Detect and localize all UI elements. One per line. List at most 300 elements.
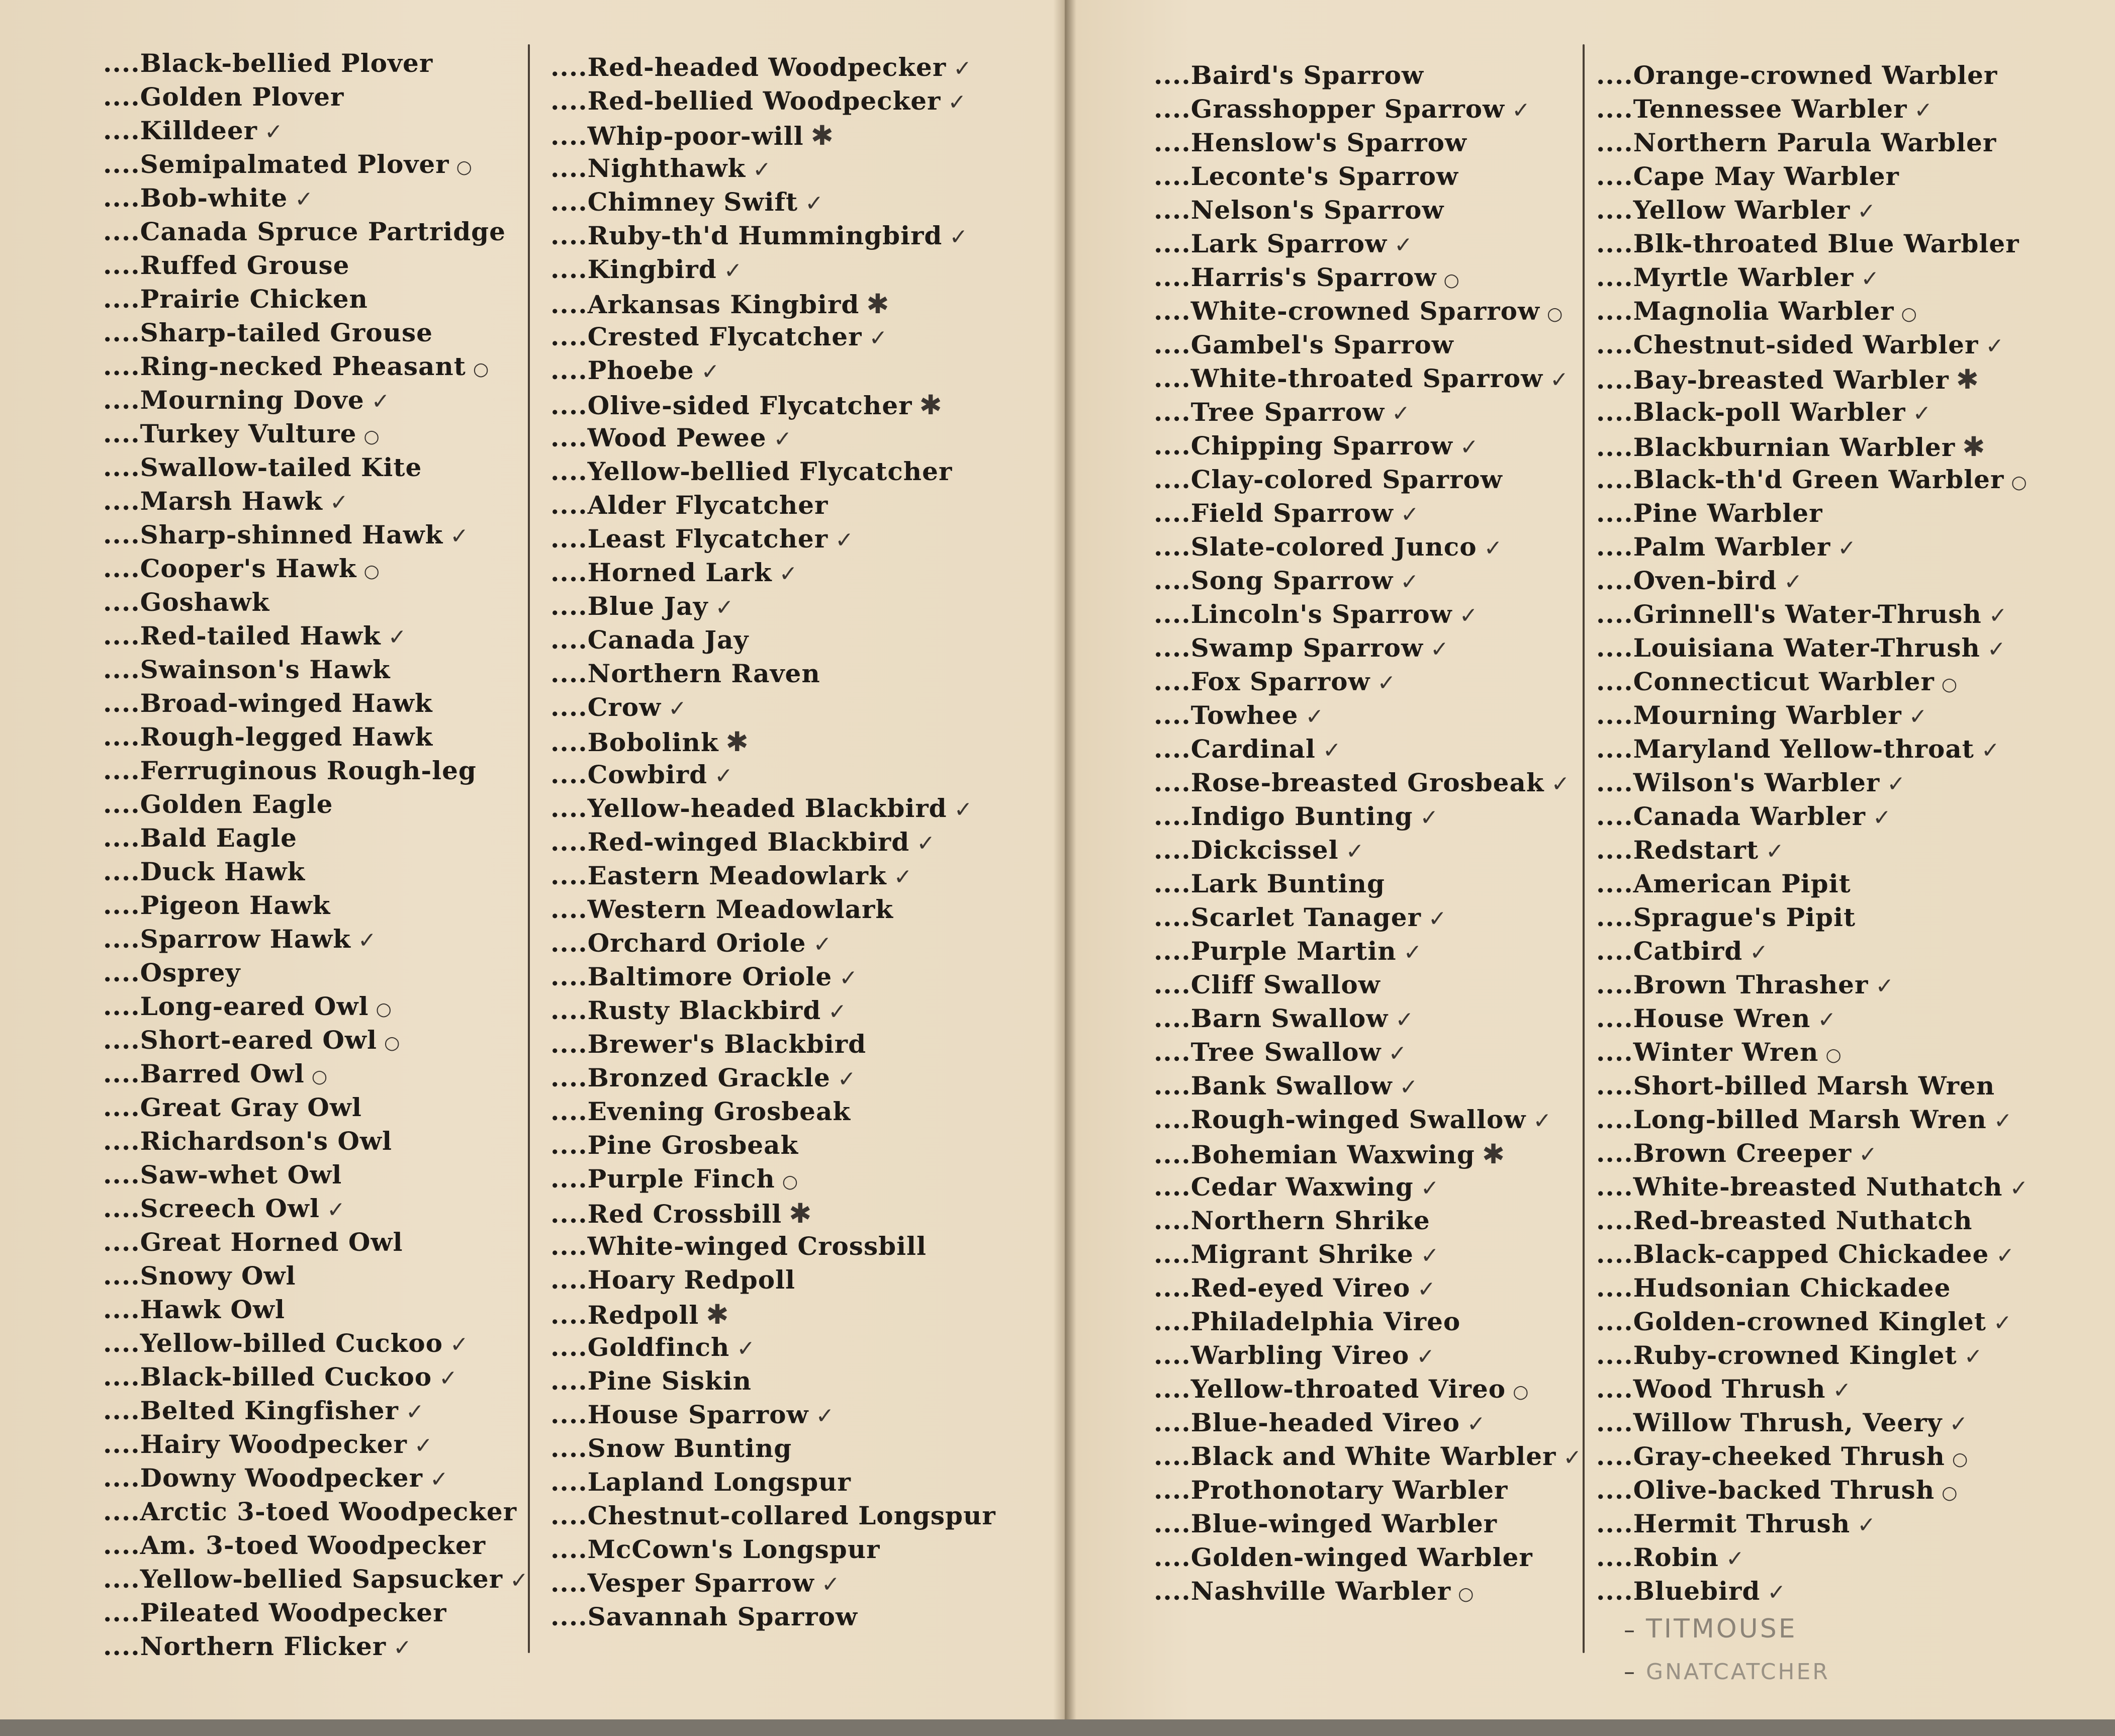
bird-name: ....Killdeer xyxy=(103,116,257,145)
bird-name: ....Warbling Vireo xyxy=(1154,1340,1410,1370)
bird-name: ....Bob-white xyxy=(103,183,288,213)
check-mark-icon: ✓ xyxy=(1985,333,2005,359)
bird-name: ....Sparrow Hawk xyxy=(103,924,351,954)
check-mark-icon: ✓ xyxy=(1420,1243,1440,1268)
check-mark-icon: ✓ xyxy=(1394,232,1413,258)
checklist-entry xyxy=(1596,431,2029,465)
bird-name: ....Pine Siskin xyxy=(550,1366,752,1396)
check-mark-icon: ✓ xyxy=(414,1433,433,1458)
check-mark-icon: ✓ xyxy=(821,1572,841,1597)
bird-name: ....Long-billed Marsh Wren xyxy=(1596,1105,1987,1134)
check-mark-icon: ✓ xyxy=(1533,1108,1552,1134)
checklist-entry xyxy=(1596,1138,2029,1172)
bird-name: ....Chestnut-sided Warbler xyxy=(1596,330,1979,359)
check-mark-icon: ✓ xyxy=(1996,1243,2015,1268)
checklist-entry xyxy=(1596,1071,2029,1105)
check-mark-icon: ✓ xyxy=(1563,1445,1583,1471)
bird-name: ....Baird's Sparrow xyxy=(1154,60,1424,90)
checklist-entry xyxy=(550,894,996,928)
checklist-entry xyxy=(1596,1576,2029,1610)
checklist-entry xyxy=(103,621,529,655)
checklist-entry xyxy=(1596,330,2029,363)
check-mark-icon: ✓ xyxy=(1857,199,1877,224)
bird-name: ....Black-bellied Plover xyxy=(103,48,433,78)
bird-name: ....Long-eared Owl xyxy=(103,991,369,1021)
checklist-entry xyxy=(550,625,996,659)
bird-name: ....Blue-headed Vireo xyxy=(1154,1408,1460,1437)
check-mark-icon: ✓ xyxy=(1981,738,2000,763)
checklist-entry xyxy=(103,1396,529,1429)
checklist-entry xyxy=(103,1564,529,1598)
checklist-entry xyxy=(1596,1206,2029,1239)
checklist-entry xyxy=(550,1231,996,1265)
circle-mark-icon: ○ xyxy=(1901,304,1917,324)
checklist-entry xyxy=(1596,1105,2029,1138)
check-mark-icon: ✓ xyxy=(510,1568,529,1593)
bird-name: ....Olive-sided Flycatcher xyxy=(550,391,912,420)
check-mark-icon: ✓ xyxy=(1550,367,1570,393)
bird-name: ....Yellow-bellied Sapsucker xyxy=(103,1564,503,1594)
checklist-entry xyxy=(550,1534,996,1568)
bird-name: ....Nelson's Sparrow xyxy=(1154,195,1444,225)
check-mark-icon: ✓ xyxy=(1420,805,1439,831)
checklist-entry xyxy=(1596,1475,2029,1509)
bird-name: ....Connecticut Warbler xyxy=(1596,667,1935,696)
checklist-entry xyxy=(1154,835,1582,869)
bird-name: ....Orchard Oriole xyxy=(550,928,806,958)
bird-name: ....Great Horned Owl xyxy=(103,1227,403,1257)
bird-name: ....Hawk Owl xyxy=(103,1295,285,1324)
check-mark-icon: ✓ xyxy=(773,426,793,452)
check-mark-icon: ✓ xyxy=(1859,1142,1878,1167)
checklist-entry xyxy=(550,456,996,490)
checklist-entry xyxy=(550,288,996,322)
checklist-entry xyxy=(1154,296,1582,330)
checklist-entry xyxy=(1154,128,1582,161)
bird-name: ....Great Gray Owl xyxy=(103,1092,362,1122)
bird-name: ....Louisiana Water-Thrush xyxy=(1596,633,1980,663)
checklist-entry xyxy=(1596,498,2029,532)
checklist-entry xyxy=(550,1501,996,1534)
check-mark-icon: ✓ xyxy=(815,1403,835,1429)
bird-name: ....Indigo Bunting xyxy=(1154,801,1413,831)
checklist-entry xyxy=(550,254,996,288)
check-mark-icon: ✓ xyxy=(1949,1411,1969,1437)
checklist-entry xyxy=(1596,936,2029,970)
bird-name: ....Swainson's Hawk xyxy=(103,655,391,684)
bird-name: ....Lark Sparrow xyxy=(1154,229,1388,258)
checklist-entry xyxy=(103,82,529,116)
check-mark-icon: ✓ xyxy=(1993,1108,2013,1134)
checklist-entry xyxy=(1154,1576,1582,1610)
circle-mark-icon: ○ xyxy=(363,426,380,447)
check-mark-icon: ✓ xyxy=(1399,1074,1419,1100)
checklist-entry xyxy=(103,48,529,82)
check-mark-icon: ✓ xyxy=(357,928,377,953)
checklist-entry xyxy=(550,52,996,86)
checklist-entry xyxy=(103,1497,529,1530)
check-mark-icon: ✓ xyxy=(1345,839,1365,864)
check-mark-icon: ✓ xyxy=(1420,1175,1440,1201)
checklist-entry xyxy=(1596,734,2029,768)
bird-name: ....Bald Eagle xyxy=(103,823,297,853)
checklist-entry xyxy=(550,355,996,389)
bird-name: ....Blue-winged Warbler xyxy=(1154,1509,1497,1538)
check-mark-icon: ✓ xyxy=(715,595,734,620)
checklist-entry xyxy=(550,995,996,1029)
bird-name: ....Yellow-headed Blackbird xyxy=(550,793,947,823)
checklist-entry xyxy=(1154,1441,1582,1475)
star-mark-icon: ✱ xyxy=(789,1198,812,1229)
checklist-entry xyxy=(1154,229,1582,262)
checklist-entry xyxy=(1154,1037,1582,1071)
bird-name: ....Short-eared Owl xyxy=(103,1025,377,1055)
bird-name: ....Catbird xyxy=(1596,936,1743,966)
check-mark-icon: ✓ xyxy=(1887,771,1906,797)
checklist-entry xyxy=(103,1295,529,1328)
check-mark-icon: ✓ xyxy=(869,325,888,351)
checklist-entry xyxy=(103,1194,529,1227)
checklist-entry xyxy=(103,924,529,958)
bird-name: ....Nashville Warbler xyxy=(1154,1576,1451,1606)
bird-name: ....Purple Martin xyxy=(1154,936,1397,966)
bird-name: ....Scarlet Tanager xyxy=(1154,902,1421,932)
checklist-entry xyxy=(1596,229,2029,262)
checklist-entry xyxy=(1154,1475,1582,1509)
bird-name: ....Red-winged Blackbird xyxy=(550,827,910,857)
bird-name: ....Pileated Woodpecker xyxy=(103,1598,447,1627)
check-mark-icon: ✓ xyxy=(837,1066,857,1092)
bird-name: ....Pine Warbler xyxy=(1596,498,1823,528)
check-mark-icon: ✓ xyxy=(1377,670,1397,696)
bird-name: ....Mourning Dove xyxy=(103,385,364,415)
checklist-entry xyxy=(550,524,996,558)
bird-name: ....Red-bellied Woodpecker xyxy=(550,86,941,116)
checklist-entry xyxy=(103,284,529,318)
bird-name: ....Yellow-billed Cuckoo xyxy=(103,1328,443,1358)
bird-name: ....White-throated Sparrow xyxy=(1154,363,1543,393)
bird-name: ....Goshawk xyxy=(103,587,270,617)
bird-name: ....Gambel's Sparrow xyxy=(1154,330,1454,359)
checklist-entry xyxy=(1596,1374,2029,1408)
checklist-entry xyxy=(103,789,529,823)
bird-name: ....Prairie Chicken xyxy=(103,284,368,314)
bird-name: ....Tree Swallow xyxy=(1154,1037,1382,1067)
bird-name: ....Yellow-throated Vireo xyxy=(1154,1374,1506,1404)
checklist-entry xyxy=(1154,936,1582,970)
checklist-entry xyxy=(550,1198,996,1231)
bird-name: ....Evening Grosbeak xyxy=(550,1097,851,1126)
bird-name: ....Ferruginous Rough-leg xyxy=(103,756,477,785)
checklist-entry xyxy=(103,1362,529,1396)
bird-name: ....Crow xyxy=(550,692,662,722)
bird-name: ....Osprey xyxy=(103,958,241,987)
bird-name: ....Ruby-th'd Hummingbird xyxy=(550,221,943,250)
bird-name: ....Migrant Shrike xyxy=(1154,1239,1414,1269)
bird-name: ....Crested Flycatcher xyxy=(550,322,862,351)
checklist-entry xyxy=(1596,60,2029,94)
bird-name: ....Screech Owl xyxy=(103,1194,320,1223)
check-mark-icon: ✓ xyxy=(1400,569,1420,595)
checklist-entry xyxy=(550,153,996,187)
circle-mark-icon: ○ xyxy=(782,1171,799,1192)
bird-name: ....Palm Warbler xyxy=(1596,532,1831,562)
bird-name: ....Red-headed Woodpecker xyxy=(550,52,947,82)
checklist-entry xyxy=(550,423,996,456)
bird-name: ....Sharp-shinned Hawk xyxy=(103,520,443,550)
bird-name: ....Black-billed Cuckoo xyxy=(103,1362,432,1392)
checklist-entry xyxy=(1154,700,1582,734)
bird-name: ....Bay-breasted Warbler xyxy=(1596,365,1949,395)
bird-name: ....Bank Swallow xyxy=(1154,1071,1393,1101)
bird-name: ....Snowy Owl xyxy=(103,1261,296,1291)
checklist-entry xyxy=(1596,296,2029,330)
checklist-entry xyxy=(1154,1239,1582,1273)
bird-name: ....Eastern Meadowlark xyxy=(550,861,887,890)
checklist-entry xyxy=(1596,1340,2029,1374)
check-mark-icon: ✓ xyxy=(737,1336,756,1361)
checklist-entry xyxy=(103,1598,529,1631)
checklist-entry xyxy=(103,1092,529,1126)
bird-name: ....Bobolink xyxy=(550,727,719,757)
bird-name: ....Horned Lark xyxy=(550,558,772,587)
check-mark-icon: ✓ xyxy=(1484,535,1503,561)
check-mark-icon: ✓ xyxy=(1428,906,1447,932)
check-mark-icon: ✓ xyxy=(1875,973,1895,999)
bird-name: ....Henslow's Sparrow xyxy=(1154,128,1467,157)
check-mark-icon: ✓ xyxy=(835,527,854,553)
checklist-entry xyxy=(103,520,529,554)
star-mark-icon: ✱ xyxy=(1482,1138,1506,1170)
bird-name: ....Red Crossbill xyxy=(550,1199,782,1229)
checklist-entry xyxy=(550,490,996,524)
bird-name: ....Western Meadowlark xyxy=(550,894,893,924)
bird-name: ....Canada Spruce Partridge xyxy=(103,217,506,246)
bird-name: ....Bronzed Grackle xyxy=(550,1063,831,1092)
bird-name: ....Northern Shrike xyxy=(1154,1206,1430,1235)
checklist-column-1 xyxy=(103,48,529,1665)
bird-name: ....Richardson's Owl xyxy=(103,1126,392,1156)
checklist-entry xyxy=(550,1332,996,1366)
star-mark-icon: ✱ xyxy=(1956,363,1979,395)
check-mark-icon: ✓ xyxy=(948,89,967,115)
circle-mark-icon: ○ xyxy=(1952,1449,1969,1470)
checklist-entry xyxy=(1154,195,1582,229)
checklist-entry xyxy=(1596,465,2029,498)
bird-name: ....Redpoll xyxy=(550,1300,699,1330)
bird-name: ....Canada Jay xyxy=(550,625,749,655)
bird-name: ....Blue Jay xyxy=(550,591,708,621)
bird-name: ....Towhee xyxy=(1154,700,1299,730)
circle-mark-icon: ○ xyxy=(1458,1584,1475,1604)
checklist-entry xyxy=(1596,869,2029,902)
check-mark-icon: ✓ xyxy=(1388,1041,1408,1066)
checklist-entry xyxy=(1596,902,2029,936)
checklist-entry xyxy=(103,419,529,452)
checklist-entry xyxy=(1154,94,1582,128)
check-mark-icon: ✓ xyxy=(1417,1276,1437,1302)
bird-name: ....Wilson's Warbler xyxy=(1596,768,1880,797)
checklist-entry xyxy=(1154,801,1582,835)
checklist-entry xyxy=(550,1366,996,1400)
checklist-entry xyxy=(1154,869,1582,902)
check-mark-icon: ✓ xyxy=(1873,805,1892,831)
bird-name: ....Yellow Warbler xyxy=(1596,195,1851,225)
bird-name: ....Northern Parula Warbler xyxy=(1596,128,1997,157)
checklist-entry xyxy=(1596,195,2029,229)
checklist-entry xyxy=(103,1463,529,1497)
check-mark-icon: ✓ xyxy=(1392,401,1411,426)
checklist-entry xyxy=(550,1164,996,1198)
checklist-entry xyxy=(1154,431,1582,465)
bird-name: ....Red-breasted Nuthatch xyxy=(1596,1206,1973,1235)
check-mark-icon: ✓ xyxy=(393,1635,412,1661)
book-gutter xyxy=(1053,0,1076,1719)
check-mark-icon: ✓ xyxy=(893,864,913,890)
checklist-entry xyxy=(1596,262,2029,296)
checklist-entry xyxy=(103,385,529,419)
check-mark-icon: ✓ xyxy=(1459,603,1479,628)
checklist-entry xyxy=(1596,566,2029,599)
bird-name: ....Short-billed Marsh Wren xyxy=(1596,1071,1995,1101)
circle-mark-icon: ○ xyxy=(363,561,380,582)
check-mark-icon: ✓ xyxy=(1395,1007,1415,1033)
bird-name: ....Yellow-bellied Flycatcher xyxy=(550,456,953,486)
bird-name: ....Hermit Thrush xyxy=(1596,1509,1851,1538)
checklist-entry xyxy=(550,1400,996,1433)
checklist-entry xyxy=(1154,1206,1582,1239)
checklist-entry xyxy=(550,1467,996,1501)
bird-name: ....White-winged Crossbill xyxy=(550,1231,927,1261)
check-mark-icon: ✓ xyxy=(371,389,391,414)
checklist-entry xyxy=(550,558,996,591)
bird-name: ....Fox Sparrow xyxy=(1154,667,1370,696)
checklist-entry xyxy=(1154,465,1582,498)
bird-name: ....Am. 3-toed Woodpecker xyxy=(103,1530,486,1560)
checklist-entry xyxy=(1154,1542,1582,1576)
checklist-entry xyxy=(103,1227,529,1261)
checklist-entry xyxy=(1596,1307,2029,1340)
checklist-entry xyxy=(1154,60,1582,94)
checklist-entry xyxy=(1596,1003,2029,1037)
bird-name: ....Semipalmated Plover xyxy=(103,149,449,179)
check-mark-icon: ✓ xyxy=(1466,1411,1486,1437)
bird-name: ....Arctic 3-toed Woodpecker xyxy=(103,1497,517,1526)
checklist-entry xyxy=(550,120,996,153)
check-mark-icon: ✓ xyxy=(326,1197,346,1223)
check-mark-icon: ✓ xyxy=(828,999,848,1025)
bird-name: ....Robin xyxy=(1596,1542,1719,1572)
bird-name: ....Redstart xyxy=(1596,835,1759,865)
check-mark-icon: ✓ xyxy=(1964,1344,1983,1369)
circle-mark-icon: ○ xyxy=(1547,304,1564,324)
check-mark-icon: ✓ xyxy=(1400,502,1420,527)
bird-name: ....Ruby-crowned Kinglet xyxy=(1596,1340,1957,1370)
bird-name: ....Cape May Warbler xyxy=(1596,161,1899,191)
check-mark-icon: ✓ xyxy=(753,157,772,182)
bird-name: ....Maryland Yellow-throat xyxy=(1596,734,1974,764)
checklist-entry xyxy=(550,1063,996,1097)
checklist-entry xyxy=(1154,1273,1582,1307)
check-mark-icon: ✓ xyxy=(1861,266,1880,292)
checklist-entry xyxy=(1596,768,2029,801)
bird-name: ....Baltimore Oriole xyxy=(550,962,833,991)
checklist-entry xyxy=(550,322,996,355)
bird-name: ....Alder Flycatcher xyxy=(550,490,829,520)
check-mark-icon: ✓ xyxy=(1987,636,2006,662)
checklist-entry xyxy=(1596,1542,2029,1576)
bird-name: ....Black-th'd Green Warbler xyxy=(1596,465,2004,494)
column-divider-right xyxy=(1583,44,1585,1653)
check-mark-icon: ✓ xyxy=(1416,1344,1436,1369)
bird-name: ....Purple Finch xyxy=(550,1164,775,1194)
checklist-entry xyxy=(1154,397,1582,431)
bird-name: ....Dickcissel xyxy=(1154,835,1339,865)
bird-name: ....Golden Eagle xyxy=(103,789,333,819)
star-mark-icon: ✱ xyxy=(725,726,749,758)
bird-name: ....Orange-crowned Warbler xyxy=(1596,60,1998,90)
checklist-entry xyxy=(1154,1374,1582,1408)
check-mark-icon: ✓ xyxy=(1817,1007,1837,1033)
check-mark-icon: ✓ xyxy=(1767,1580,1787,1605)
checklist-entry xyxy=(1596,970,2029,1003)
bird-name: ....Mourning Warbler xyxy=(1596,700,1902,730)
bird-name: ....Black and White Warbler xyxy=(1154,1441,1556,1471)
check-mark-icon: ✓ xyxy=(1512,98,1531,123)
check-mark-icon: ✓ xyxy=(949,224,969,250)
bird-name: ....Blk-throated Blue Warbler xyxy=(1596,229,2019,258)
bird-name: ....Rusty Blackbird xyxy=(550,995,821,1025)
checklist-entry xyxy=(1596,363,2029,397)
bird-name: ....Kingbird xyxy=(550,254,717,284)
circle-mark-icon: ○ xyxy=(1443,270,1460,291)
bird-name: ....Golden-winged Warbler xyxy=(1154,1542,1533,1572)
checklist-entry xyxy=(1154,566,1582,599)
checklist-entry xyxy=(1154,1138,1582,1172)
checklist-entry xyxy=(1596,161,2029,195)
bird-name: ....Tennessee Warbler xyxy=(1596,94,1907,124)
checklist-entry xyxy=(550,760,996,793)
checklist-entry xyxy=(103,991,529,1025)
checklist-entry xyxy=(550,692,996,726)
checklist-entry xyxy=(103,823,529,857)
bird-name: ....Song Sparrow xyxy=(1154,566,1394,595)
checklist-entry xyxy=(103,1126,529,1160)
bird-name: ....Rough-legged Hawk xyxy=(103,722,433,752)
checklist-entry xyxy=(550,591,996,625)
bird-name: ....Magnolia Warbler xyxy=(1596,296,1894,326)
checklist-entry xyxy=(1596,1172,2029,1206)
checklist-entry xyxy=(1596,1239,2029,1273)
checklist-entry xyxy=(1154,1340,1582,1374)
circle-mark-icon: ○ xyxy=(1942,1483,1958,1503)
check-mark-icon: ✓ xyxy=(1459,434,1479,460)
check-mark-icon: ✓ xyxy=(1837,535,1857,561)
bird-name: ....Goldfinch xyxy=(550,1332,730,1362)
bird-name: ....Pine Grosbeak xyxy=(550,1130,799,1160)
bird-name: ....Bohemian Waxwing xyxy=(1154,1140,1475,1169)
checklist-entry xyxy=(1154,532,1582,566)
bird-name: ....Olive-backed Thrush xyxy=(1596,1475,1935,1505)
bird-name: ....Cliff Swallow xyxy=(1154,970,1381,999)
checklist-entry xyxy=(550,726,996,760)
checklist-entry xyxy=(103,857,529,890)
bird-name: ....Philadelphia Vireo xyxy=(1154,1307,1461,1336)
bird-name: ....Prothonotary Warbler xyxy=(1154,1475,1508,1505)
bird-name: ....Vesper Sparrow xyxy=(550,1568,814,1598)
check-mark-icon: ✓ xyxy=(839,965,859,991)
bird-name: ....Sprague's Pipit xyxy=(1596,902,1856,932)
